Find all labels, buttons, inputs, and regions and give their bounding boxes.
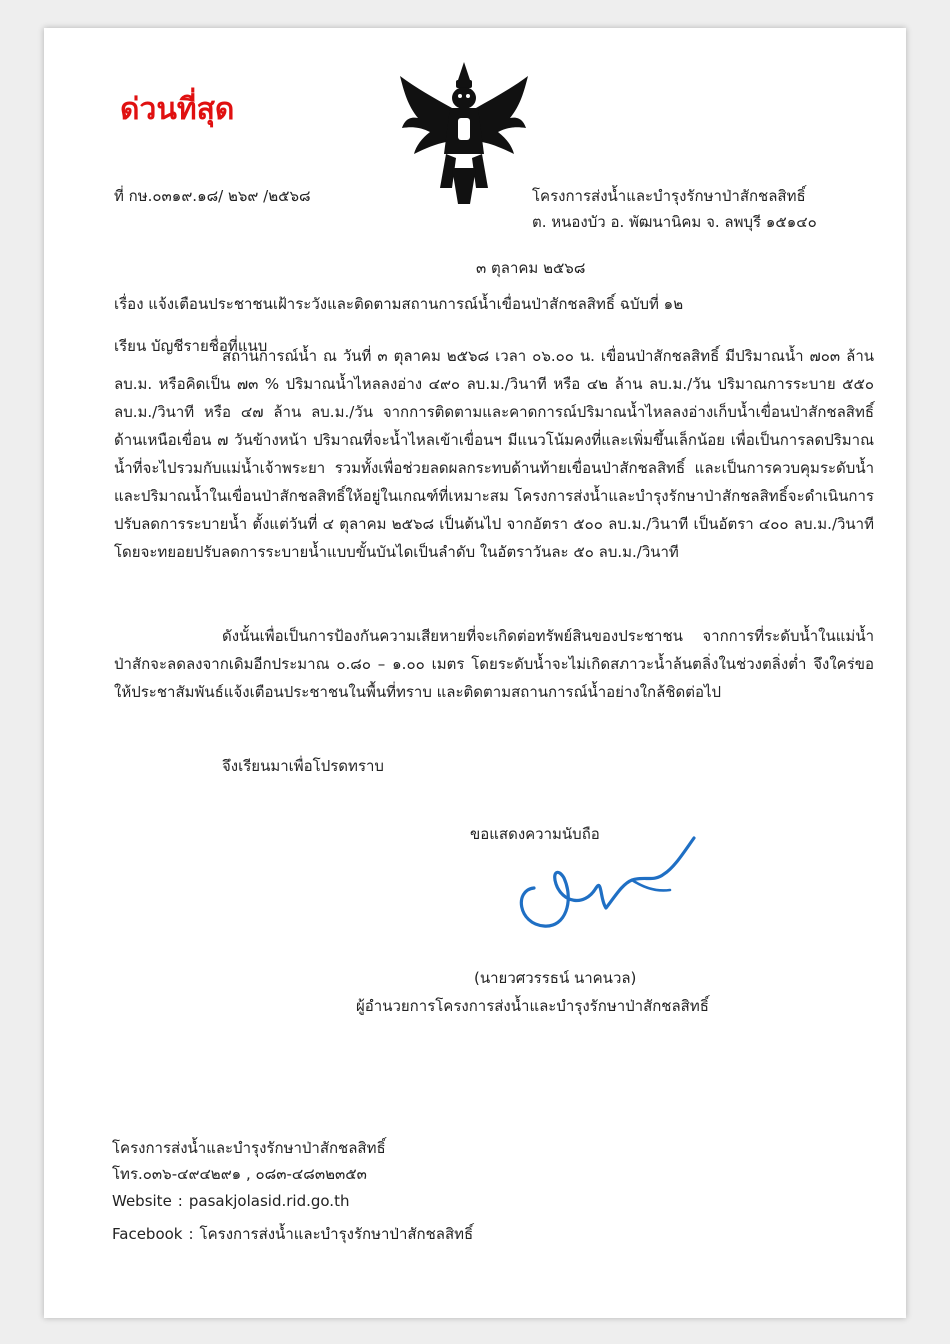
reference-number: ที่ กษ.๐๓๑๙.๑๘/ ๒๖๙ /๒๕๖๘ <box>114 187 311 205</box>
footer-office-name: โครงการส่งน้ำและบำรุงรักษาป่าสักชลสิทธิ์ <box>112 1139 386 1157</box>
letter-recipient: เรียน บัญชีรายชื่อที่แนบ <box>114 337 268 355</box>
footer-phone: โทร.๐๓๖-๔๙๔๒๙๑ , ๐๘๓-๔๘๓๒๓๕๓ <box>112 1165 367 1183</box>
body-paragraph-1: สถานการณ์น้ำ ณ วันที่ ๓ ตุลาคม ๒๕๖๘ เวลา ๐๖.๐๐ น. เขื่อนป่าสักชลสิทธิ์ มีปริมาณน้ำ ๗๐๓ ล้าน ลบ.ม. หรือคิดเป็น ๗๓ % ปริมาณน้ำไหลลงอ่าง ๔๙๐ ลบ.ม./วินาที หรือ ๔๒ ล้าน ลบ.ม./วัน ปริมาณการระบาย ๕๕๐ ลบ.ม./วินาที หรือ ๔๗ ล้าน ลบ.ม./วัน จากการติดตามและคาดการณ์ปริมาณน้ำไหลลงอ่างเก็บน้ำเขื่อนป่าสักชลสิทธิ์ ด้านเหนือเขื่อน ๗ วันข้างหน้า ปริมาณที่จะน้ำไหลเข้าเขื่อนฯ มีแนวโน้มคงที่และเพิ่มขึ้นเล็กน้อย เพื่อเป็นการลดปริมาณน้ำที่จะไปรวมกับแม่น้ำเจ้าพระยา รวมทั้งเพื่อช่วยลดผลกระทบด้านท้ายเขื่อนป่าสักชลสิทธิ์ และเป็นการควบคุมระดับน้ำและปริมาณน้ำในเขื่อนป่าสักชลสิทธิ์ให้อยู่ในเกณฑ์ที่เหมาะสม โครงการส่งน้ำและบำรุงรักษาป่าสักชลสิทธิ์จะดำเนินการปรับลดการระบายน้ำ ตั้งแต่วันที่ ๔ ตุลาคม ๒๕๖๘ เป็นต้นไป จากอัตรา ๕๐๐ ลบ.ม./วินาที เป็นอัตรา ๔๐๐ ลบ.ม./วินาที โดยจะทยอยปรับลดการระบายน้ำแบบขั้นบันไดเป็นลำดับ ในอัตราวันละ ๕๐ ลบ.ม./วินาที <box>114 347 874 561</box>
website-link[interactable]: pasakjolasid.rid.go.th <box>188 1192 350 1210</box>
website-label: Website <box>112 1192 172 1210</box>
regards-line: ขอแสดงความนับถือ <box>470 825 600 843</box>
signature-image <box>504 828 704 938</box>
urgency-label: ด่วนที่สุด <box>120 92 235 127</box>
facebook-page[interactable]: โครงการส่งน้ำและบำรุงรักษาป่าสักชลสิทธิ์ <box>199 1225 474 1243</box>
body-paragraph-2: ดังนั้นเพื่อเป็นการป้องกันความเสียหายที่จะเกิดต่อทรัพย์สินของประชาชน จากการที่ระดับน้ำในแม่น้ำป่าสักจะลดลงจากเดิมอีกประมาณ ๐.๘๐ – ๑.๐๐ เมตร โดยระดับน้ำจะไม่เกิดสภาวะน้ำล้นตลิ่งในช่วงตลิ่งต่ำ จึงใคร่ขอให้ประชาสัมพันธ์แจ้งเตือนประชาชนในพื้นที่ทราบ และติดตามสถานการณ์น้ำอย่างใกล้ชิดต่อไป <box>114 627 874 701</box>
office-name: โครงการส่งน้ำและบำรุงรักษาป่าสักชลสิทธิ์ <box>532 187 806 205</box>
garuda-emblem-icon <box>394 58 534 208</box>
facebook-label: Facebook <box>112 1225 183 1243</box>
signer-title: ผู้อำนวยการโครงการส่งน้ำและบำรุงรักษาป่าสักชลสิทธิ์ <box>356 997 709 1015</box>
letter-page <box>44 28 906 1318</box>
footer-facebook: Facebook : โครงการส่งน้ำและบำรุงรักษาป่าสักชลสิทธิ์ <box>112 1225 474 1243</box>
closing-line: จึงเรียนมาเพื่อโปรดทราบ <box>222 757 384 775</box>
office-address: ต. หนองบัว อ. พัฒนานิคม จ. ลพบุรี ๑๕๑๔๐ <box>532 213 817 231</box>
letter-subject: เรื่อง แจ้งเตือนประชาชนเฝ้าระวังและติดตามสถานการณ์น้ำเขื่อนป่าสักชลสิทธิ์ ฉบับที่ ๑๒ <box>114 295 684 313</box>
letter-date: ๓ ตุลาคม ๒๕๖๘ <box>476 259 586 277</box>
footer-website: Website : pasakjolasid.rid.go.th <box>112 1192 350 1210</box>
signer-name: (นายวศวรรธน์ นาคนวล) <box>474 969 637 987</box>
